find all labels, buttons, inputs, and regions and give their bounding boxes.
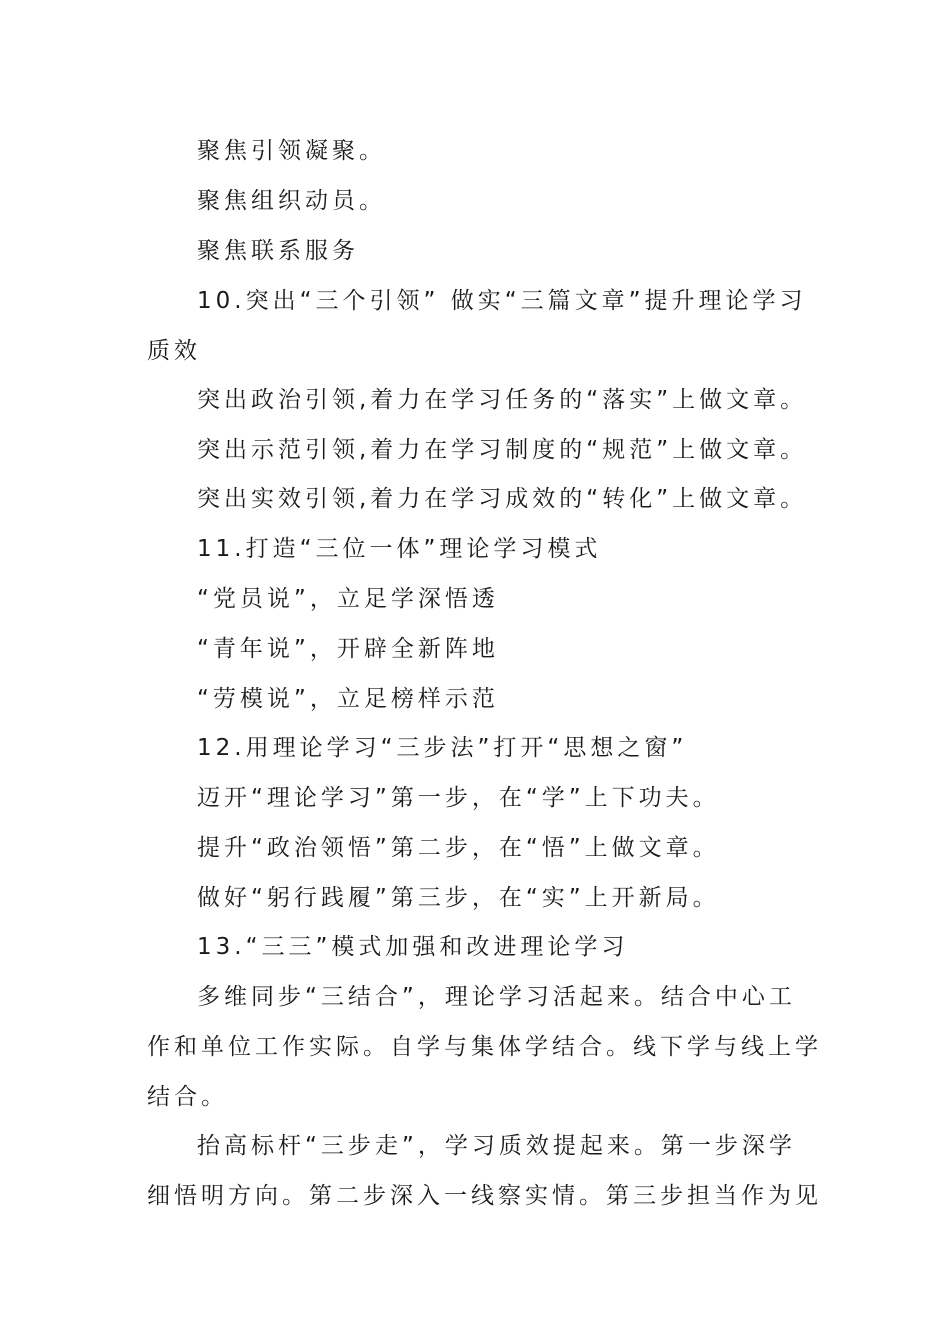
text-line: 聚焦组织动员。 bbox=[197, 188, 386, 214]
text-line: 迈开“理论学习”第一步，在“学”上下功夫。 bbox=[197, 785, 720, 811]
text-line: 做好“躬行践履”第三步，在“实”上开新局。 bbox=[197, 885, 720, 911]
text-line: 提升“政治领悟”第二步，在“悟”上做文章。 bbox=[197, 835, 720, 861]
text-line: 聚焦引领凝聚。 bbox=[197, 138, 386, 164]
text-line: “青年说”，开辟全新阵地 bbox=[197, 636, 499, 662]
paragraph-line: 结合。 bbox=[147, 1084, 228, 1110]
text-line: 突出政治引领,着力在学习任务的“落实”上做文章。 bbox=[197, 387, 808, 413]
section-heading-13: 13.“三三”模式加强和改进理论学习 bbox=[197, 934, 629, 960]
section-heading-10-cont: 质效 bbox=[147, 338, 201, 364]
section-heading-12: 12.用理论学习“三步法”打开“思想之窗” bbox=[197, 735, 688, 761]
paragraph-line: 细悟明方向。第二步深入一线察实情。第三步担当作为见 bbox=[147, 1183, 822, 1209]
section-heading-10: 10.突出“三个引领” 做实“三篇文章”提升理论学习 bbox=[197, 288, 807, 314]
text-line: 突出示范引领,着力在学习制度的“规范”上做文章。 bbox=[197, 437, 808, 463]
section-heading-11: 11.打造“三位一体”理论学习模式 bbox=[197, 536, 602, 562]
text-line: 聚焦联系服务 bbox=[197, 238, 359, 264]
paragraph-line: 抬高标杆“三步走”，学习质效提起来。第一步深学 bbox=[197, 1133, 796, 1159]
paragraph-line: 多维同步“三结合”，理论学习活起来。结合中心工 bbox=[197, 984, 796, 1010]
text-line: 突出实效引领,着力在学习成效的“转化”上做文章。 bbox=[197, 486, 808, 512]
paragraph-line: 作和单位工作实际。自学与集体学结合。线下学与线上学 bbox=[147, 1034, 822, 1060]
text-line: “劳模说”，立足榜样示范 bbox=[197, 686, 499, 712]
text-line: “党员说”，立足学深悟透 bbox=[197, 586, 499, 612]
